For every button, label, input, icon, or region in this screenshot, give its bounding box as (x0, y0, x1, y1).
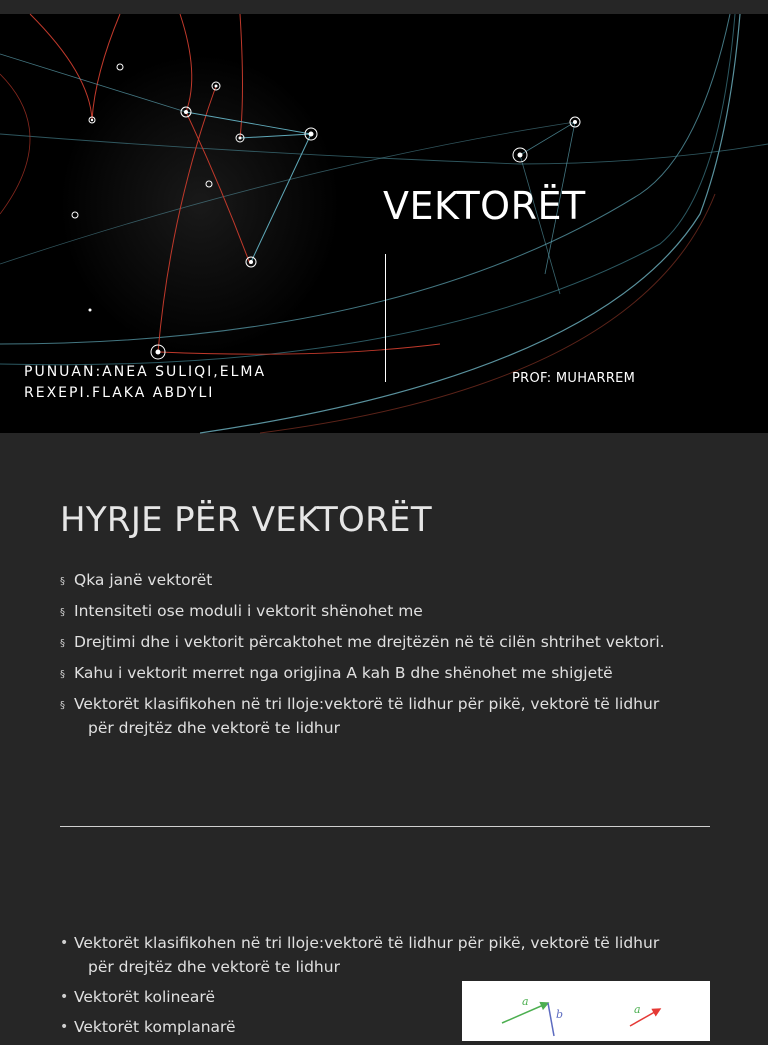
bullet-icon: • (60, 989, 69, 1005)
vector-a2-label: a (634, 1003, 641, 1016)
vector-b-label: b (556, 1008, 564, 1021)
bullet-icon: § (60, 638, 65, 649)
professor-text: PROF: MUHARREM (512, 371, 636, 386)
list-item: • Vektorët komplanarë (60, 1015, 720, 1039)
intro-bullet-list (60, 568, 720, 747)
list-item: § Qka janë vektorët (60, 568, 720, 592)
bullet-icon: § (60, 700, 65, 711)
vector-diagram-svg (462, 981, 710, 1041)
list-item: § Kahu i vektorit merret nga origjina A kah B dhe shënohet me shigjetë (60, 661, 720, 685)
list-item: § Drejtimi dhe i vektorit përcaktohet me drejtëzën në të cilën shtrihet vektori. (60, 630, 720, 654)
bullet-icon: • (60, 935, 69, 951)
vector-b-arrow (548, 1003, 554, 1036)
bullet-icon: § (60, 607, 65, 618)
slide-title: VEKTORËT (383, 184, 586, 228)
list-item: § Vektorët klasifikohen në tri lloje:vektorë të lidhur për pikë, vektorë të lidhur për drejtëz dhe vektorë te lidhur (60, 695, 660, 737)
title-divider (385, 254, 386, 382)
list-item: • Vektorët kolinearë (60, 985, 720, 1009)
bullet-icon: • (60, 1019, 69, 1035)
bullet-icon: § (60, 669, 65, 680)
bullet-icon: § (60, 576, 65, 587)
section-title: HYRJE PËR VEKTORËT (60, 500, 432, 540)
vector-diagram (462, 981, 710, 1041)
authors-text: PUNUAN:ANEA SULIQI,ELMA REXEPI.FLAKA ABDYLI (24, 364, 267, 401)
list-item: § Intensiteti ose moduli i vektorit shënohet me (60, 599, 720, 623)
section-divider (60, 826, 710, 827)
list-item: • Vektorët klasifikohen në tri lloje:vektorë të lidhur për pikë, vektorë të lidhur për drejtëz dhe vektorë te lidhur (60, 931, 720, 979)
vector-a-label: a (522, 995, 529, 1008)
title-slide (0, 14, 768, 433)
